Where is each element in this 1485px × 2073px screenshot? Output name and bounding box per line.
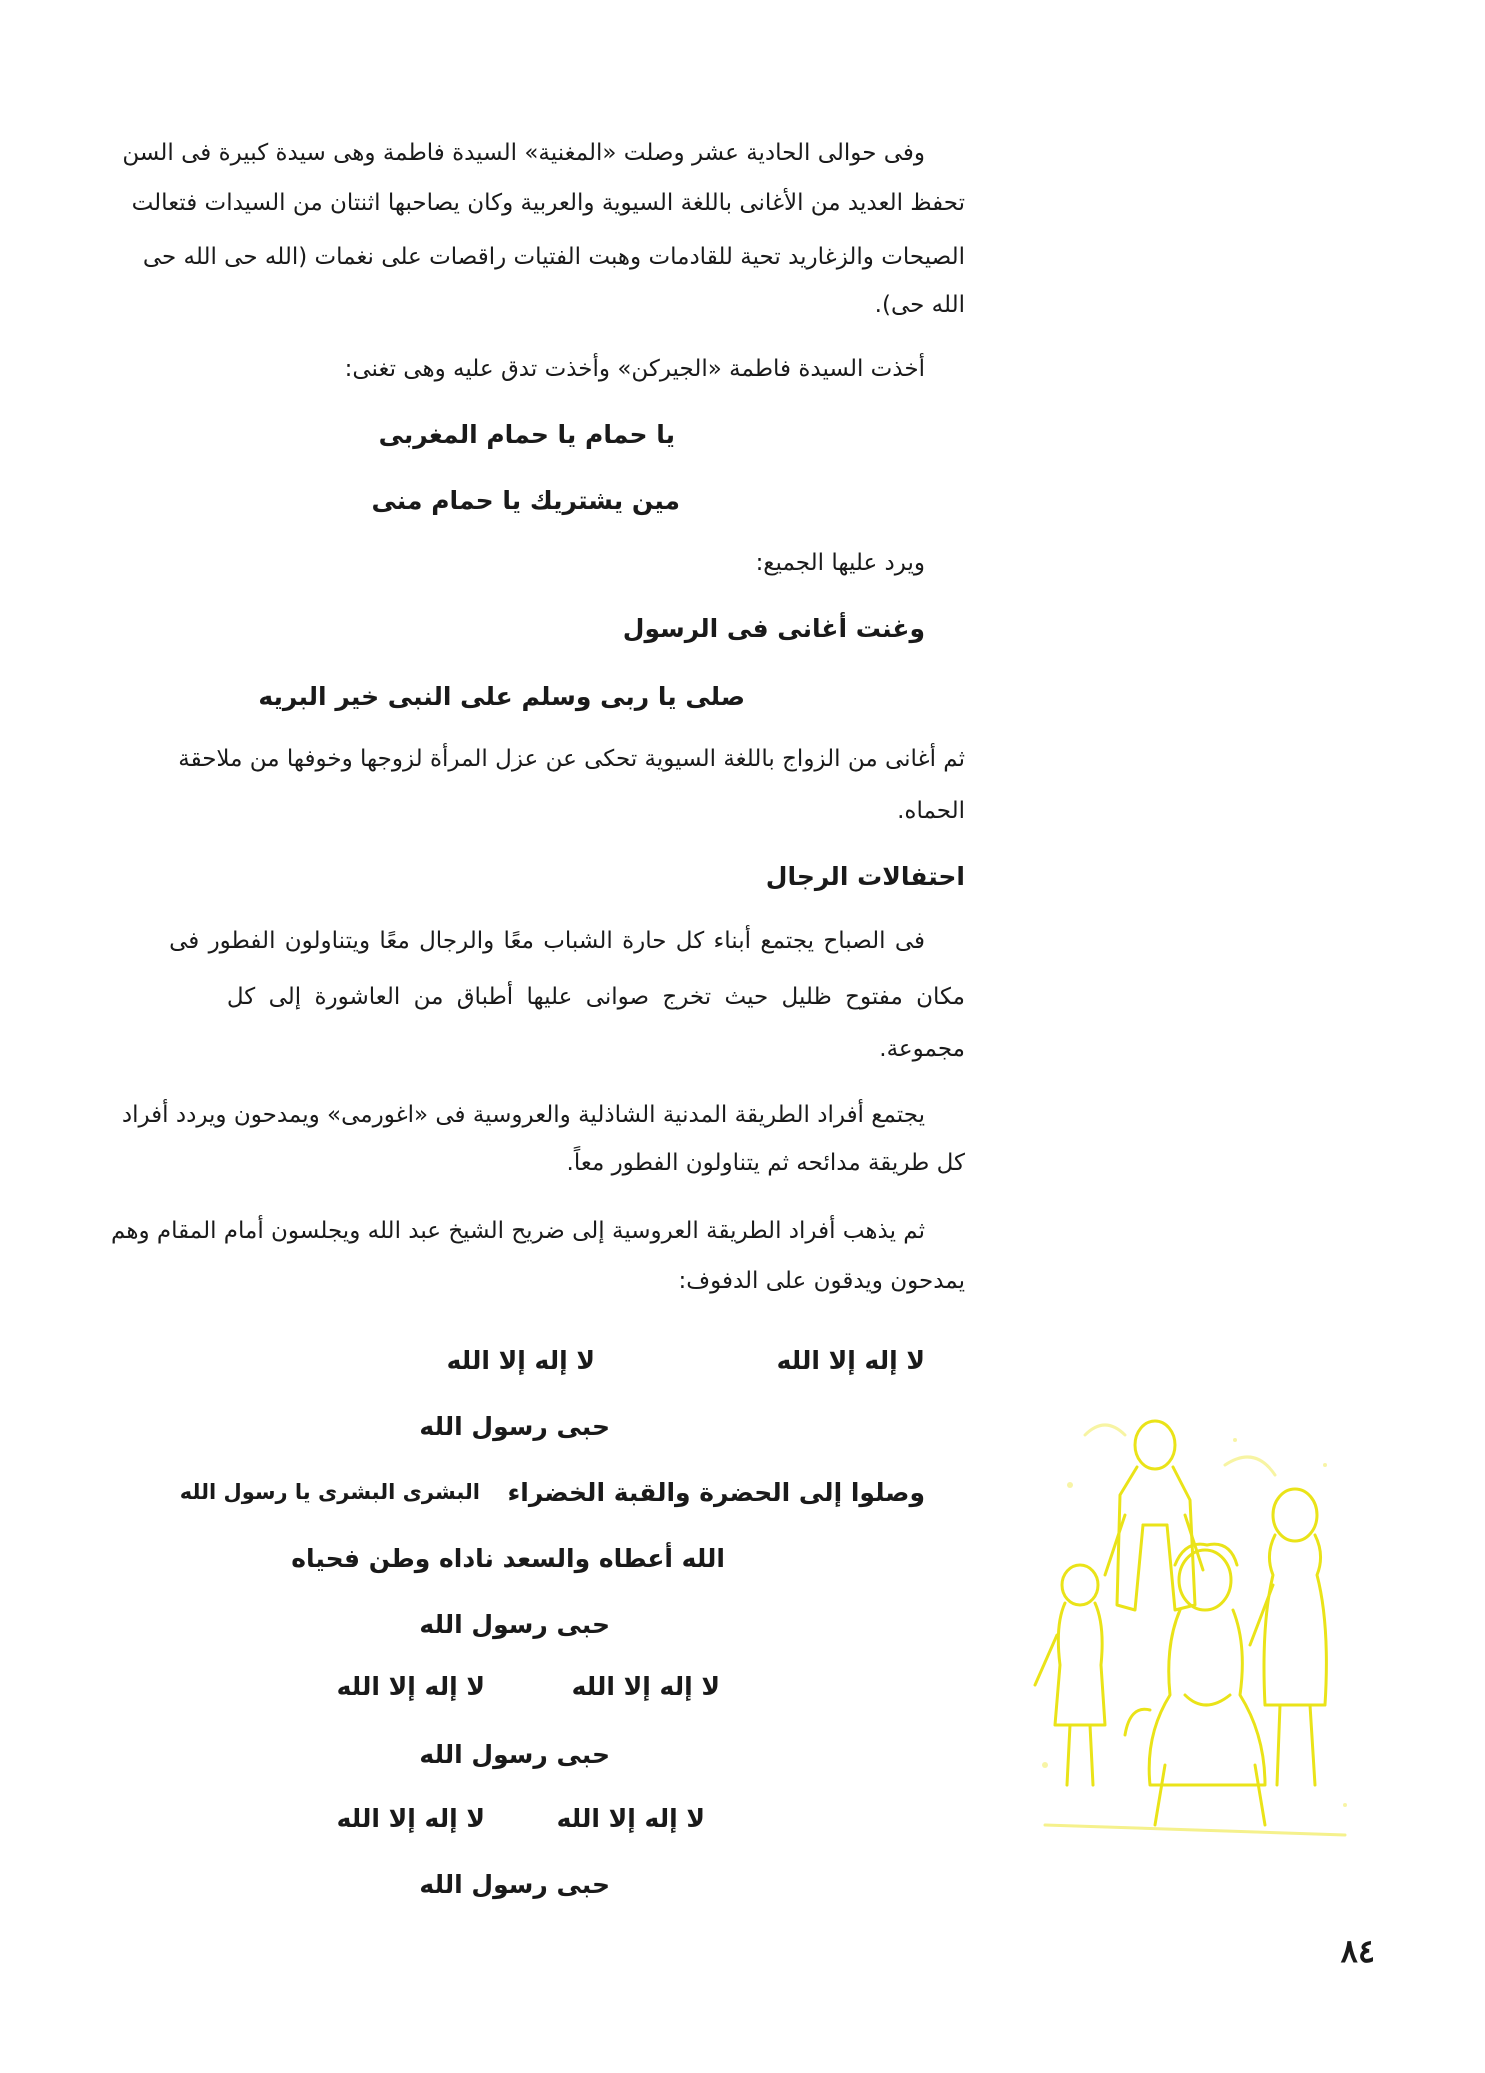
chant-line3a: وصلوا إلى الحضرة والقبة الخضراء <box>507 1478 925 1507</box>
section-heading: احتفالات الرجال <box>765 862 965 891</box>
song2-line1: وغنت أغانى فى الرسول <box>622 614 925 643</box>
chant-line9: حبى رسول الله <box>419 1870 610 1899</box>
song1-line1: يا حمام يا حمام المغربى <box>378 420 675 449</box>
chant-line1b: لا إله إلا الله <box>446 1346 595 1375</box>
para2: أخذت السيدة فاطمة «الجيركن» وأخذت تدق عليه وهى تغنى: <box>344 356 925 382</box>
para6-line2: كل طريقة مدائحه ثم يتناولون الفطور معاً. <box>566 1150 965 1176</box>
para4-line1: ثم أغانى من الزواج باللغة السيوية تحكى عن عزل المرأة لزوجها وخوفها من ملاحقة <box>178 746 965 772</box>
chant-line6a: لا إله إلا الله <box>571 1672 720 1701</box>
para1-line1: وفى حوالى الحادية عشر وصلت «المغنية» السيدة فاطمة وهى سيدة كبيرة فى السن <box>122 140 925 166</box>
para1-line4: الله حى). <box>874 292 965 318</box>
page-number: ٨٤ <box>1340 1932 1375 1970</box>
chant-line4: الله أعطاه والسعد ناداه وطن فحياه <box>291 1544 725 1573</box>
chant-line2: حبى رسول الله <box>419 1412 610 1441</box>
para7-line2: يمدحون ويدقون على الدفوف: <box>678 1268 965 1294</box>
chant-line8b: لا إله إلا الله <box>336 1804 485 1833</box>
para7-line1: ثم يذهب أفراد الطريقة العروسية إلى ضريح الشيخ عبد الله ويجلسون أمام المقام وهم <box>111 1218 925 1244</box>
para1-line3: الصيحات والزغاريد تحية للقادمات وهبت الفتيات راقصات على نغمات (الله حى الله حى <box>142 244 965 270</box>
chant-line6b: لا إله إلا الله <box>336 1672 485 1701</box>
para6-line1: يجتمع أفراد الطريقة المدنية الشاذلية والعروسية فى «اغورمى» ويمدحون ويردد أفراد <box>121 1102 925 1128</box>
para5-line2: مكان مفتوح ظليل حيث تخرج صوانى عليها أطباق من العاشورة إلى كل <box>226 984 965 1010</box>
family-portrait-sketch-icon <box>1025 1405 1365 1865</box>
song1-line2: مين يشتريك يا حمام منى <box>371 486 680 515</box>
chant-line3b: البشرى البشرى يا رسول الله <box>179 1480 480 1504</box>
para4-line2: الحماه. <box>897 798 965 824</box>
chant-line5: حبى رسول الله <box>419 1610 610 1639</box>
para3: ويرد عليها الجميع: <box>755 550 925 576</box>
chant-line1a: لا إله إلا الله <box>776 1346 925 1375</box>
chant-line7: حبى رسول الله <box>419 1740 610 1769</box>
para5-line1: فى الصباح يجتمع أبناء كل حارة الشباب معًا والرجال معًا ويتناولون الفطور فى <box>169 928 925 954</box>
song2-line2: صلى يا ربى وسلم على النبى خير البريه <box>258 682 745 711</box>
para1-line2: تحفظ العديد من الأغانى باللغة السيوية والعربية وكان يصاحبها اثنتان من السيدات فتعالت <box>131 190 965 216</box>
chant-line8a: لا إله إلا الله <box>556 1804 705 1833</box>
para5-line3: مجموعة. <box>879 1036 965 1062</box>
